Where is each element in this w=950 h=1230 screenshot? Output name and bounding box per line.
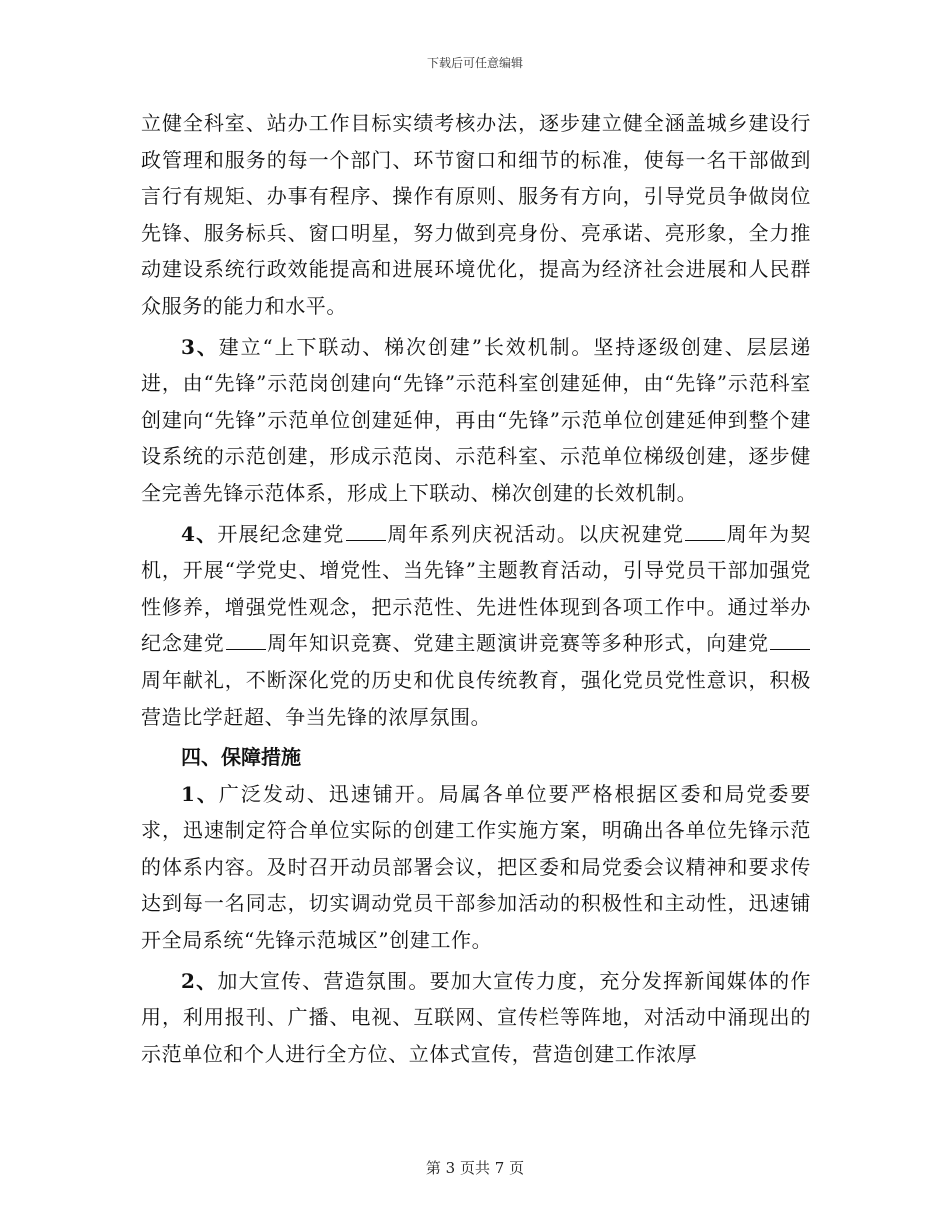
paragraph-text: 加大宣传、营造氛围。要加大宣传力度，充分发挥新闻媒体的作用，利用报刊、广播、电视、互联网、宣传栏等阵地，对活动中涌现出的示范单位和个人进行全方位、立体式宣传，营造创建工作浓厚 xyxy=(141,968,811,1066)
blank-line xyxy=(770,631,810,650)
paragraph-item-2 xyxy=(141,963,811,1073)
page-number: 第 3 页共 7 页 xyxy=(425,1159,525,1177)
paragraph-text: 周年系列庆祝活动。以庆祝建党 xyxy=(386,521,685,546)
paragraph-text: 开展纪念建党 xyxy=(217,521,345,546)
paragraph-item-4 xyxy=(141,516,811,736)
paragraph-text: 周年为契机，开展“学党史、增党性、当先锋”主题教育活动，引导党员干部加强党性修养，增强党性观念，把示范性、先进性体现到各项工作中。通过举办纪念建党 xyxy=(141,521,811,656)
blank-line xyxy=(346,522,386,541)
paragraph-item-3 xyxy=(141,329,811,512)
item-number: 3、 xyxy=(181,334,219,359)
blank-line xyxy=(226,631,266,650)
document-body xyxy=(141,105,811,1072)
paragraph-item-1 xyxy=(141,776,811,959)
item-number: 4、 xyxy=(181,521,218,546)
blank-line xyxy=(685,522,725,541)
paragraph-text: 建立“上下联动、梯次创建”长效机制。坚持逐级创建、层层递进，由“先锋”示范岗创建向“先锋”示范科室创建延伸，由“先锋”示范科室创建向“先锋”示范单位创建延伸，再由“先锋”示范单位创建延伸到整个建设系统的示范创建，形成示范岗、示范科室、示范单位梯级创建，逐步健全完善先锋示范体系，形成上下联动、梯次创建的长效机制。 xyxy=(141,334,811,505)
item-number: 2、 xyxy=(181,968,218,993)
paragraph-text: 周年知识竞赛、党建主题演讲竞赛等多种形式，向建党 xyxy=(266,631,769,656)
section-heading: 四、保障措施 xyxy=(181,745,301,770)
paragraph-continuation: 立健全科室、站办工作目标实绩考核办法，逐步建立健全涵盖城乡建设行政管理和服务的每一个部门、环节窗口和细节的标准，使每一名干部做到言行有规矩、办事有程序、操作有原则、服务有方向，引导党员争做岗位先锋、服务标兵、窗口明星，努力做到亮身份、亮承诺、亮形象，全力推动建设系统行政效能提高和进展环境优化，提高为经济社会进展和人民群众服务的能力和水平。 xyxy=(141,111,811,318)
item-number: 1、 xyxy=(181,781,219,806)
paragraph-text: 广泛发动、迅速铺开。局属各单位要严格根据区委和局党委要求，迅速制定符合单位实际的创建工作实施方案，明确出各单位先锋示范的体系内容。及时召开动员部署会议，把区委和局党委会议精神和要求传达到每一名同志，切实调动党员干部参加活动的积极性和主动性，迅速铺开全局系统“先锋示范城区”创建工作。 xyxy=(141,781,811,953)
page-header: 下载后可任意编辑 xyxy=(426,56,523,70)
paragraph-text: 周年献礼，不断深化党的历史和优良传统教育，强化党员党性意识，积极营造比学赶超、争当先锋的浓厚氛围。 xyxy=(141,667,811,729)
